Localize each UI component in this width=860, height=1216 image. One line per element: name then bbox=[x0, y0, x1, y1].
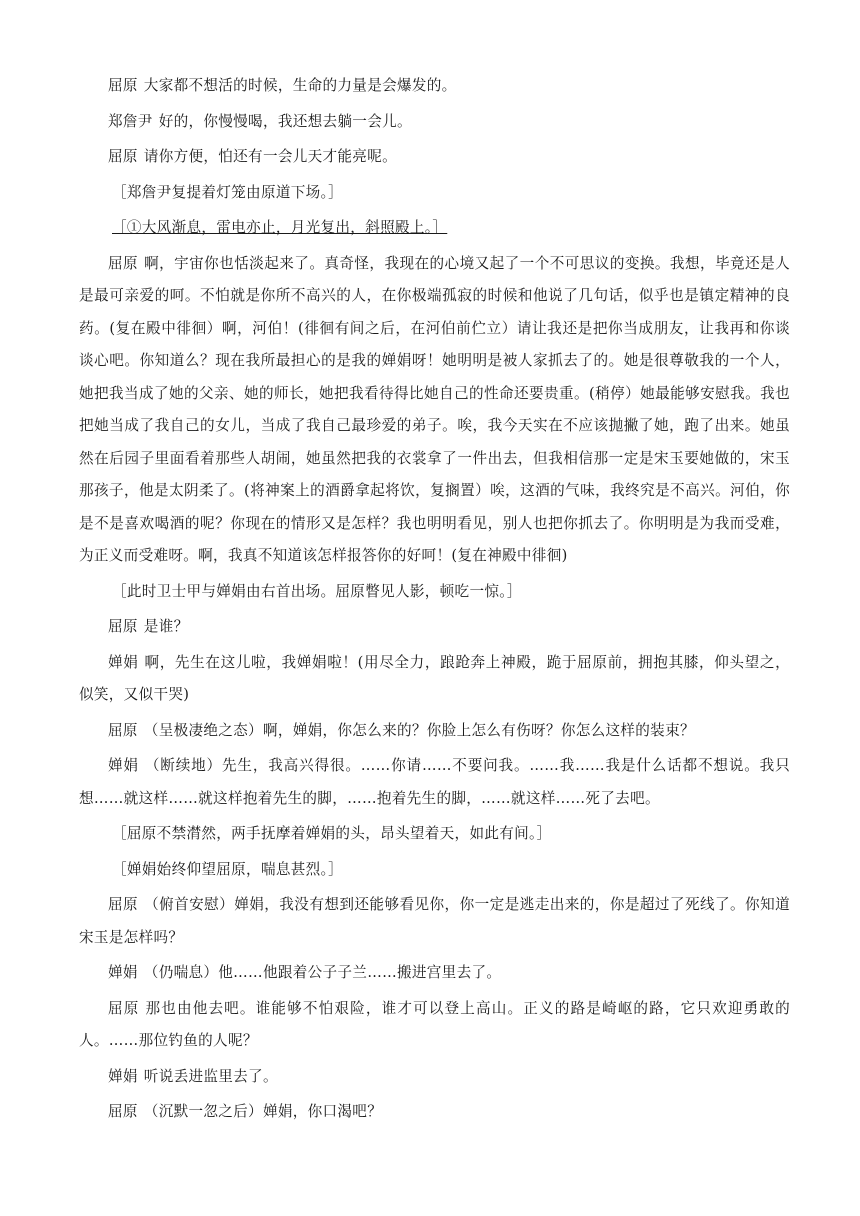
dialogue-line bbox=[79, 993, 790, 1058]
stage-direction: ［此时卫士甲与婵娟由右首出场。屈原瞥见人影，顿吃一惊。］ bbox=[112, 582, 522, 600]
speaker-name: 婵娟 bbox=[108, 964, 138, 981]
dialogue-text: 好的，你慢慢喝，我还想去躺一会儿。 bbox=[158, 112, 412, 130]
speaker-name: 屈原 bbox=[108, 721, 138, 739]
speaker-name: 屈原 bbox=[108, 1103, 138, 1120]
speaker-name: 屈原 bbox=[108, 254, 139, 272]
dialogue-text: 那也由他去吧。谁能够不怕艰险，谁才可以登上高山。正义的路是崎岖的路，它只欢迎勇敢的人。……那位钓鱼的人呢？ bbox=[79, 999, 790, 1049]
dialogue-line bbox=[79, 750, 790, 815]
dialogue-text: （沉默一忽之后）婵娟，你口渴吧？ bbox=[143, 1103, 383, 1120]
stage-direction: ［屈原不禁潸然，两手抚摩着婵娟的头，昂头望着天，如此有间。］ bbox=[112, 825, 552, 842]
dialogue-line bbox=[108, 957, 790, 990]
stage-direction: ［婵娟始终仰望屈原，喘息甚烈。］ bbox=[112, 860, 344, 878]
dialogue-text: 是谁？ bbox=[143, 618, 189, 635]
dialogue-line bbox=[108, 70, 790, 103]
dialogue-text: 啊，宇宙你也恬淡起来了。真奇怪，我现在的心境又起了一个不可思议的变换。我想，毕竟还是人是最可亲爱的呵。不怕就是你所不高兴的人，在你极端孤寂的时候和他说了几句话，似乎也是镇定精神的良药。(复在殿中徘徊）啊，河伯！(徘徊有间之后，在河伯前伫立）请让我还是把你当成朋友，让我再和你谈谈心吧。你知道么？现在我所最担心的是我的婵娟呀！她明明是被人家抓去了的。她是很尊敬我的一个人，她把我当成了她的父亲、她的师长，她把我看待得比她自己的性命还要贵重。(稍停）她最能够安慰我。我也把她当成了我自己的女儿，当成了我自己最珍爱的弟子。唉，我今天实在不应该抛撇了她，跑了出来。她虽然在后园子里面看着那些人胡闹，她虽然把我的衣裳拿了一件出去，但我相信那一定是宋玉要她做的，宋玉那孩子，他是太阴柔了。(将神案上的酒爵拿起将饮，复搁置）唉，这酒的气味，我终究是不高兴。河伯，你是不是喜欢喝酒的呢？你现在的情形又是怎样？我也明明看见，别人也把你抓去了。你明明是为我而受难，为正义而受难呀。啊，我真不知道该怎样报答你的好呵！(复在神殿中徘徊) bbox=[79, 254, 791, 564]
speaker-name: 屈原 bbox=[108, 896, 139, 913]
speaker-name: 婵娟 bbox=[108, 653, 139, 671]
speaker-name: 屈原 bbox=[108, 77, 138, 94]
dialogue-line bbox=[108, 141, 790, 174]
stage-direction-underlined: ［①大风渐息，雷电亦止，月光复出，斜照殿上。］ bbox=[112, 219, 448, 236]
speaker-name: 屈原 bbox=[108, 148, 138, 165]
speaker-name: 婵娟 bbox=[108, 757, 139, 774]
dialogue-line bbox=[108, 1061, 790, 1094]
dialogue-line bbox=[79, 248, 790, 573]
speaker-name: 屈原 bbox=[108, 618, 138, 635]
dialogue-text: 请你方便，怕还有一会儿天才能亮呢。 bbox=[143, 148, 397, 165]
dialogue-text: （断续地）先生，我高兴得很。……你请……不要问我。……我……我是什么话都不想说。我只想……就这样……就这样抱着先生的脚，……抱着先生的脚，……就这样……死了去吧。 bbox=[79, 757, 790, 807]
dialogue-text: 大家都不想活的时候，生命的力量是会爆发的。 bbox=[143, 77, 457, 94]
speaker-name: 郑詹尹 bbox=[108, 112, 153, 130]
dialogue-line bbox=[79, 647, 790, 712]
dialogue-text: （呈极凄绝之态）啊，婵娟，你怎么来的？你脸上怎么有伤呀？你怎么这样的装束？ bbox=[143, 721, 695, 739]
dialogue-text: 啊，先生在这儿啦，我婵娟啦！(用尽全力，踉跄奔上神殿，跪于屈原前，拥抱其膝，仰头望之，似笑，又似干哭) bbox=[79, 653, 790, 703]
dialogue-line bbox=[108, 106, 790, 139]
speaker-name: 婵娟 bbox=[108, 1067, 138, 1085]
dialogue-line bbox=[79, 889, 790, 954]
dialogue-text: 听说丢进监里去了。 bbox=[143, 1067, 278, 1085]
dialogue-line bbox=[108, 611, 790, 644]
script-text bbox=[79, 70, 791, 1132]
dialogue-text: （仍喘息）他……他跟着公子子兰……搬进宫里去了。 bbox=[143, 964, 502, 981]
dialogue-text: （俯首安慰）婵娟，我没有想到还能够看见你，你一定是逃走出来的，你是超过了死线了。你知道宋玉是怎样吗？ bbox=[79, 896, 791, 946]
dialogue-line bbox=[108, 1096, 790, 1129]
speaker-name: 屈原 bbox=[108, 999, 140, 1017]
stage-direction: ［郑詹尹复提着灯笼由原道下场。］ bbox=[112, 183, 344, 201]
dialogue-line bbox=[108, 715, 790, 748]
